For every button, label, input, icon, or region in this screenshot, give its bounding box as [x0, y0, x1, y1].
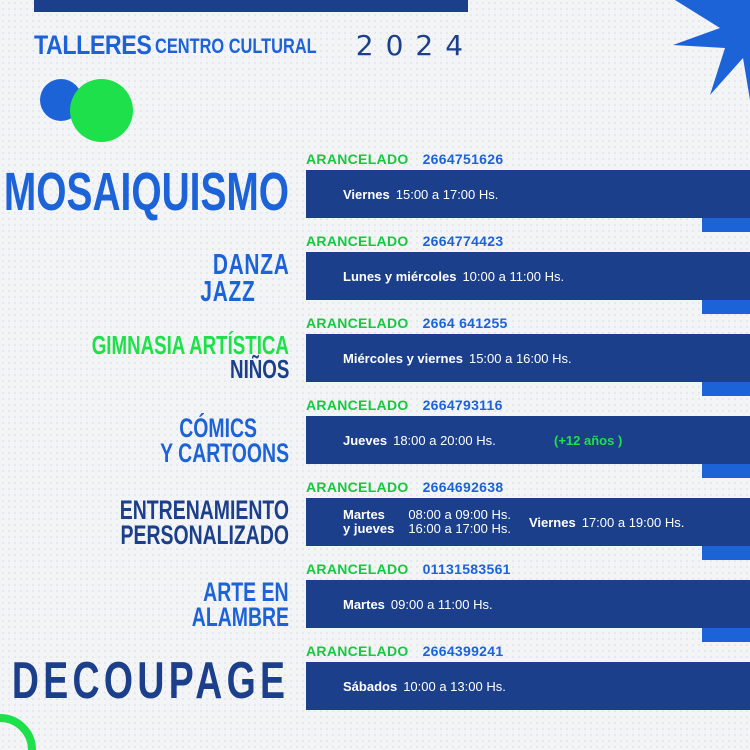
- workshop-title: [15, 330, 289, 384]
- row-contact: [306, 640, 503, 662]
- workshop-row-decoupage: [0, 640, 750, 722]
- workshop-title: [0, 652, 289, 710]
- workshop-title-line: NIÑOS: [229, 353, 289, 384]
- schedule-time: 17:00 a 19:00 Hs.: [581, 514, 685, 530]
- accent-block: [702, 546, 750, 560]
- workshop-title: [179, 249, 290, 308]
- header-centro-cultural: CENTRO CULTURAL: [154, 35, 317, 58]
- workshop-row-entrenamiento: [0, 476, 750, 558]
- workshop-row-comics: [0, 394, 750, 476]
- top-bar: [34, 0, 468, 12]
- schedule-time: 10:00 a 11:00 Hs.: [462, 268, 565, 284]
- workshop-row-mosaiquismo: [0, 148, 750, 230]
- workshop-title-line: CÓMICS: [179, 413, 257, 443]
- starburst-decoration: [615, 0, 750, 100]
- schedule-time: 08:00 a 09:00 Hs.: [408, 507, 511, 523]
- schedule-times-group: [408, 508, 511, 535]
- row-contact: [306, 394, 503, 416]
- workshop-title-line: ARTE EN: [203, 577, 289, 607]
- schedule-time: 15:00 a 16:00 Hs.: [468, 350, 572, 366]
- workshop-title-line: ENTRENAMIENTO: [119, 495, 289, 525]
- status-label: ARANCELADO: [306, 151, 409, 167]
- workshop-title: [154, 577, 289, 632]
- schedule-day: Viernes: [343, 186, 390, 202]
- workshop-title-line: JAZZ: [199, 275, 255, 308]
- schedule-time: 10:00 a 13:00 Hs.: [403, 678, 506, 694]
- accent-block: [702, 464, 750, 478]
- workshop-title: [54, 495, 289, 550]
- schedule-time: 15:00 a 17:00 Hs.: [395, 186, 499, 202]
- accent-block: [702, 382, 750, 396]
- schedule-day: Martes: [343, 507, 385, 523]
- header-year: 2024: [355, 29, 476, 62]
- schedule-day: Jueves: [343, 432, 388, 448]
- status-label: ARANCELADO: [306, 561, 409, 577]
- phone-number: 2664793116: [422, 397, 503, 413]
- phone-number: 2664751626: [422, 151, 504, 167]
- workshop-title-line: ALAMBRE: [191, 601, 289, 632]
- accent-block: [702, 628, 750, 642]
- status-label: ARANCELADO: [306, 233, 409, 249]
- phone-number: 2664 641255: [422, 315, 508, 331]
- schedule-day: y jueves: [343, 521, 395, 536]
- schedule-day: Miércoles y viernes: [343, 350, 463, 366]
- workshop-title-line: DECOUPAGE: [11, 652, 289, 710]
- status-label: ARANCELADO: [306, 397, 409, 413]
- phone-number: 2664399241: [422, 643, 504, 659]
- schedule-text: [343, 252, 564, 300]
- schedule-text: [343, 662, 506, 710]
- schedule-day: Viernes: [528, 514, 576, 530]
- row-contact: [306, 148, 503, 170]
- workshop-row-danza-jazz: [0, 230, 750, 312]
- workshop-title-line: DANZA: [212, 249, 289, 281]
- schedule-days-group: [343, 508, 400, 535]
- workshop-row-gimnasia: [0, 312, 750, 394]
- workshop-title-line: Y CARTOONS: [160, 437, 289, 468]
- phone-number: 01131583561: [422, 561, 511, 577]
- schedule-text: [343, 416, 496, 464]
- row-contact: [306, 558, 511, 580]
- workshop-title-line: GIMNASIA ARTÍSTICA: [91, 330, 289, 360]
- schedule-text: [343, 334, 572, 382]
- status-label: ARANCELADO: [306, 315, 409, 331]
- row-contact: [306, 230, 503, 252]
- status-label: ARANCELADO: [306, 643, 409, 659]
- row-contact: [306, 312, 508, 334]
- schedule-day: Lunes y miércoles: [343, 268, 457, 284]
- workshop-title-line: MOSAIQUISMO: [3, 162, 289, 222]
- workshop-title-line: PERSONALIZADO: [120, 519, 289, 550]
- workshop-row-arte-alambre: [0, 558, 750, 640]
- schedule-text: [343, 170, 498, 218]
- status-label: ARANCELADO: [306, 479, 409, 495]
- schedule-text: [343, 580, 493, 628]
- schedule-time: 18:00 a 20:00 Hs.: [393, 432, 496, 448]
- green-circle-decoration: [70, 79, 133, 142]
- workshop-title: [110, 413, 289, 468]
- header-talleres: TALLERES: [34, 30, 152, 60]
- age-note: (+12 años ): [554, 432, 623, 448]
- schedule-text: [343, 498, 684, 546]
- accent-block: [702, 218, 750, 232]
- schedule-day: Sábados: [343, 678, 398, 694]
- phone-number: 2664692638: [422, 479, 504, 495]
- phone-number: 2664774423: [422, 233, 504, 249]
- schedule-time: 16:00 a 17:00 Hs.: [408, 521, 511, 536]
- accent-block: [702, 300, 750, 314]
- header: [34, 27, 475, 61]
- row-contact: [306, 476, 503, 498]
- schedule-day: Martes: [343, 596, 385, 612]
- schedule-time: 09:00 a 11:00 Hs.: [390, 596, 493, 612]
- workshop-title: [0, 162, 289, 222]
